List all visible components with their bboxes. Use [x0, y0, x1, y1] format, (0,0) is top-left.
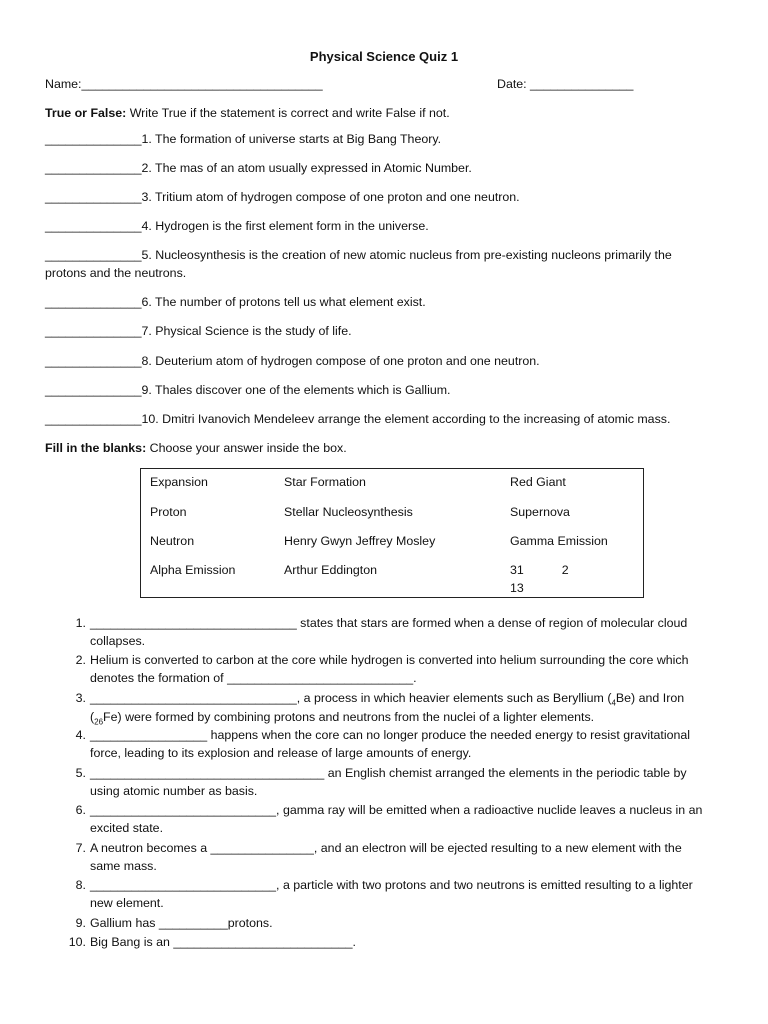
fb-item-text: Helium is converted to carbon at the core while hydrogen is converted into helium surrounding the core which denotes the formation of ___________________________. [90, 653, 689, 685]
fb-item-number: 7. [75, 841, 86, 855]
fb-item-number: 2. [75, 653, 86, 667]
fb-item-text [90, 690, 710, 728]
fb-item-number: 8. [75, 878, 86, 892]
choice-henry-mosley: Henry Gwyn Jeffrey Mosley [284, 534, 436, 548]
choice-proton: Proton [150, 505, 187, 519]
choice-number-2: 2 [561, 563, 569, 577]
fb-item-number: 3. [75, 691, 86, 705]
tf-item-2: ______________2. The mas of an atom usually expressed in Atomic Number. [45, 161, 472, 175]
choice-number-13: 13 [510, 580, 524, 595]
choice-star-formation: Star Formation [284, 475, 366, 489]
tf-item-6: ______________6. The number of protons tell us what element exist. [45, 295, 426, 309]
beryllium-subscript: 4 [611, 698, 616, 708]
fb-item-text: ___________________________, gamma ray will be emitted when a radioactive nuclide leaves a nucleus in an excited state. [90, 803, 703, 835]
choice-expansion: Expansion [150, 475, 208, 489]
fb-item-text-part: Be) and Iron ( [90, 691, 685, 725]
fb-item-text-part: Fe) were formed by combining protons and neutrons from the nuclei of a lighter elements. [103, 710, 595, 725]
choice-gamma-emission: Gamma Emission [510, 534, 608, 548]
fb-item-number: 9. [75, 916, 86, 930]
fb-item-text: __________________________________ an English chemist arranged the elements in the periodic table by using atomic number as basis. [90, 766, 687, 798]
choice-stellar-nucleosynthesis: Stellar Nucleosynthesis [284, 505, 413, 519]
fb-item-number: 4. [75, 728, 86, 742]
fb-item-number: 1. [75, 616, 86, 630]
fb-item-number: 10. [68, 935, 86, 949]
true-false-heading-bold: True or False: [45, 106, 127, 120]
answer-choices-box [140, 468, 644, 598]
choice-numbers [510, 562, 643, 598]
tf-item-10: ______________10. Dmitri Ivanovich Mendeleev arrange the element according to the increasing of atomic mass. [45, 412, 671, 426]
choice-alpha-emission: Alpha Emission [150, 563, 236, 577]
fb-item-number: 5. [75, 766, 86, 780]
true-false-heading-text: Write True if the statement is correct and write False if not. [126, 106, 450, 120]
fb-item-text: A neutron becomes a _______________, and an electron will be ejected resulting to a new element with the same mass. [90, 841, 682, 873]
fb-item-text: ___________________________, a particle with two protons and two neutrons is emitted resulting to a lighter new element. [90, 878, 693, 910]
tf-item-8: ______________8. Deuterium atom of hydrogen compose of one proton and one neutron. [45, 354, 540, 368]
fb-item-text: _________________ happens when the core can no longer produce the needed energy to resist gravitational force, leading to its explosion and release of large amounts of energy. [90, 728, 691, 760]
fb-item-text-part: ______________________________, a process in which heavier elements such as Beryllium ( [90, 691, 612, 705]
fb-item-text: ______________________________ states that stars are formed when a dense of region of molecular cloud collapses. [90, 616, 688, 648]
iron-subscript: 26 [94, 717, 104, 727]
choice-neutron: Neutron [150, 534, 195, 548]
tf-item-5: ______________5. Nucleosynthesis is the creation of new atomic nucleus from pre-existing nucleons primarily the protons and the neutrons. [45, 248, 672, 280]
name-field-line: Name:___________________________________ [45, 77, 323, 91]
fb-item-text: Big Bang is an __________________________. [90, 935, 356, 949]
fill-blanks-heading [45, 440, 347, 458]
page-title: Physical Science Quiz 1 [309, 49, 459, 64]
date-field-line: Date: _______________ [497, 77, 634, 91]
choice-red-giant: Red Giant [510, 475, 566, 489]
choice-number-31: 31 [510, 563, 524, 577]
fb-item-number: 6. [75, 803, 86, 817]
fb-item-text: Gallium has __________protons. [90, 916, 273, 930]
true-false-heading [45, 105, 450, 123]
fill-blanks-heading-bold: Fill in the blanks: [45, 441, 147, 455]
tf-item-4: ______________4. Hydrogen is the first element form in the universe. [45, 219, 429, 233]
choice-arthur-eddington: Arthur Eddington [284, 563, 377, 577]
tf-item-9: ______________9. Thales discover one of the elements which is Gallium. [45, 383, 451, 397]
fill-blanks-heading-text: Choose your answer inside the box. [146, 441, 347, 455]
tf-item-7: ______________7. Physical Science is the study of life. [45, 324, 352, 338]
choice-supernova: Supernova [510, 505, 570, 519]
tf-item-3: ______________3. Tritium atom of hydrogen compose of one proton and one neutron. [45, 190, 520, 204]
tf-item-1: ______________1. The formation of universe starts at Big Bang Theory. [45, 132, 442, 146]
